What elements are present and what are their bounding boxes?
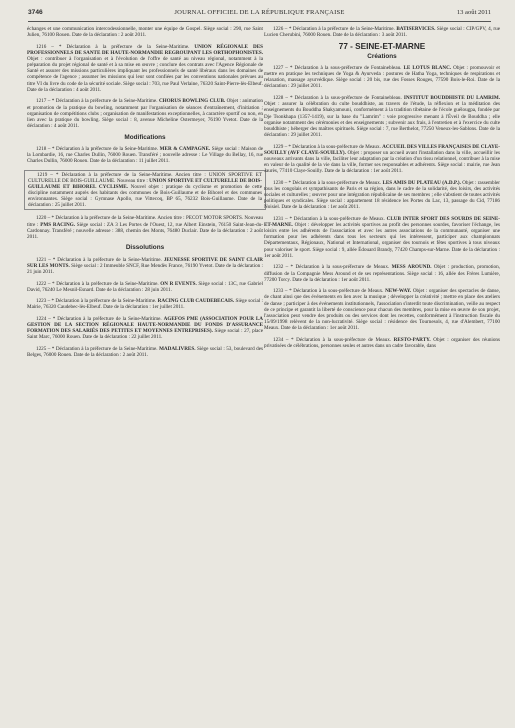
highlighted-notice-box [24, 170, 266, 211]
notice-prefix: 1222 – * Déclaration à la préfecture de la Seine-Maritime. [36, 280, 159, 287]
notice-1220 [27, 215, 263, 240]
page-number: 3746 [28, 9, 43, 16]
association-name: MADALIVRES. [159, 345, 196, 352]
notice-prefix: 1232 – * Déclaration à la sous-préfecture de Meaux. [273, 264, 390, 271]
notice-body: Objet : promouvoir et mettre en pratique les techniques de Yoga & Ayurveda : postures de Hatha Yoga, techniques de respirations et relaxation, massage ayurvédique. Siège social : 20 bis, rue des Fosses Rouges, 77590 Bois-le-Roi. Date de la déclaration : 29 juillet 2011. [264, 65, 500, 90]
notice-body: Objet : développer les activités sportives au profit des personnes sourdes, favoriser l'échange, les loisirs entre les adhérents de l'association et avec les autres associations de la communauté, organiser une formation pour les adhérents dans tous les secteurs qui les intéressent, participer aux championnats Départementaux, Régionaux, National et International, organiser des tournois et fêtes sportives à tous niveaux pour valoriser le sport. Siège social : 9, allée Édouard Brandy, 77420 Champs-sur-Marne. Date de la déclaration : 1er août 2011. [264, 222, 500, 259]
section-heading-creations: Créations [367, 52, 397, 60]
notice-prefix: 1231 – * Déclaration à la sous-préfecture de Meaux. [273, 215, 385, 222]
association-name: LE LOTUS BLANC. [403, 65, 452, 72]
notice-prefix: 1234 – * Déclaration à la sous-préfecture de Meaux. [273, 336, 392, 343]
notice-body: Siège social : 53, boulevard des Belges, 76000 Rouen. Date de la déclaration : 2 août 2011. [27, 345, 263, 359]
association-name: RESTO-PARTY. [393, 336, 431, 343]
notice-1234 [264, 337, 500, 349]
association-name: LES AMIS DU PLATEAU (A.D.P.). [382, 179, 461, 186]
notice-1225 [27, 346, 263, 358]
notice-body: Siège social : Maison de la Lombardie, 16, rue Charles Dullin, 76000 Rouen. Transféré ; nouvelle adresse : Le Village du Bellay, 16, rue Charles Dullin, 76000 Rouen. Date de la déclaration : 11 juillet 2011. [27, 145, 263, 164]
notice-1221 [27, 257, 263, 275]
notice-1228 [264, 95, 500, 138]
association-name: MER & CAMPAGNE. [159, 145, 211, 152]
notice-body: Objet : assurer la célébration du culte bouddhiste, au travers de l'étude, la réflexion et la méditation des enseignements du Bouddha Shakyamouni, conformément à la tradition tibétaine de l'école guélougpa, fondée par Dje Tsonkhapa (1357-1419), sur la base du "Lamrim" : voie progressive menant à l'Éveil de Bouddha ; elle organise notamment des cérémonies et des enseignements ; subvenir aux frais, à l'entretien et à l'exercice du culte bouddhiste ; héberger des maîtres spirituels. Siège social : 7, rue Berthelot, 77250 Veneux-les-Sablons. Date de la déclaration : 29 juillet 2011. [264, 101, 500, 138]
association-name: INSTITUT BOUDDHISTE DU LAMRIM. [403, 95, 500, 102]
association-name: ON R EVENTS. [160, 280, 197, 287]
notice-body: Objet : proposer un accueil avant l'installation dans la ville, accueillir les nouveaux arrivants dans la ville, faciliter leur adaptation par la création d'un tissu relationnel, contribuer à la mise en valeur de la qualité de la vie dans la ville, former ses responsables et adhérents. Siège social : mairie, rue Jean Jaurès, 77410 Claye-Souilly. Date de la déclaration : 1er août 2011. [264, 149, 500, 175]
section-heading-modifications: Modifications [124, 133, 166, 141]
notice-body: Objet : contribuer à l'organisation et à l'évolution de l'offre de santé au niveau régional, notamment à la préparation du projet régional de santé et à sa mise en œuvre ; conclure des contrats avec l'Agence Régionale de Santé et assurer des missions particulières impliquant les professionnels de santé libéraux dans les domaines de compétence de l'agence ; assumer les missions qui leur sont confiées par les conventions nationales prévues au titre VI du livre du code de la sécurité sociale. Siège social : 703, rue Paul Verlaine, 76320 Saint-Pierre-lès-Elbeuf. Date de la déclaration : 4 août 2011. [27, 56, 263, 93]
notice-prefix: 1225 – * Déclaration à la préfecture de la Seine-Maritime. [36, 345, 158, 352]
association-name: UNION SPORTIVE ET CULTURELLE DE BOIS-GUILLAUME ET BIHOREL CYCLISME. [28, 177, 262, 190]
header-rule [28, 21, 491, 22]
notice-1232 [264, 264, 500, 282]
notice-1230 [264, 180, 500, 211]
left-column [27, 26, 263, 364]
notice-prefix: 1228 – * Déclaration à la sous-préfecture de Fontainebleau. [273, 95, 402, 102]
notice-prefix: 1217 – * Déclaration à la préfecture de la Seine-Maritime. [36, 98, 158, 105]
notice-body: Siège social : 27, place Saint Marc, 76000 Rouen. Date de la déclaration : 22 juillet 2011. [27, 328, 263, 341]
notice-body: Siège social : CIP/GPV, 4, rue Lucien Cherubini, 76000 Rouen. Date de la déclaration : 3 août 2011. [264, 26, 500, 39]
notice-1231 [264, 216, 500, 259]
notice-body: Siège social : ZA 3 Les Portes de l'Ouest, 12, rue Albert Einstein, 76150 Saint-Jean-du-Cardonnay. Transféré ; nouvelle adresse : 388, chemin des Monts, 76480 Duclair. Date de la déclaration : 2 août 2011. [27, 221, 263, 240]
right-column [264, 26, 500, 354]
notice-body: Objet : rassembler tous les congolais et sympathisants de Paris et sa région, dans le cadre de la solidarité, des loisirs, des activités sociales et culturelles ; œuvrer pour une intégration républicaine de ses membres ; elle s'abstient de toutes activités politiques et syndicales. Siège social : appartement 18 résidence les Portes du Lac, 13, passage du Cid, 77186 Noisiel. Date de la déclaration : 1er août 2011. [264, 179, 500, 211]
notice-prefix: 1224 – * Déclaration à la préfecture de la Seine-Maritime. [36, 315, 162, 322]
journal-title: JOURNAL OFFICIEL DE LA RÉPUBLIQUE FRANÇAISE [174, 9, 345, 16]
notice-1226 [264, 26, 500, 38]
notice-1227 [264, 65, 500, 90]
notice-prefix: 1233 – * Déclaration à la sous-préfecture de Meaux. [273, 288, 384, 295]
notice-body: Siège social : 2 Immeuble SNCF, Rue Mendès France, 76190 Yvetot. Date de la déclaration : 21 juin 2011. [27, 262, 263, 275]
notice-prefix: 1227 – * Déclaration à la sous-préfecture de Fontainebleau. [273, 65, 402, 72]
notice-body: Siège social : Mairie, 76320 Caudebec-lès-Elbeuf. Date de la déclaration : 1er juillet 2011. [27, 298, 263, 311]
notice-1229 [264, 144, 500, 175]
notice-body: Objet : organiser des réunions privatisées de célébrations, personnes seules et autres dans un cadre favorable, dans [264, 336, 500, 349]
notice-body: Objet : production, promotion, diffusion de la Compagnie Mess Around et de ses représentations. Siège social : 16, allée des Frères Lumière, 77200 Torcy. Date de la déclaration : 1er août 2011. [264, 264, 500, 283]
notice-1224 [27, 316, 263, 341]
notice-prefix: 1218 – * Déclaration à la préfecture de la Seine-Maritime. [36, 145, 159, 152]
notice-prefix: 1223 – * Déclaration à la préfecture de la Seine-Maritime. [36, 298, 157, 305]
notice-prefix: 1226 – * Déclaration à la préfecture de la Seine-Maritime. [273, 26, 395, 32]
notice-prefix: 1219 – * Déclaration à la préfecture de la Seine-Maritime. Ancien titre : UNION SPORTIVE ET CULTURELLE DE BOIS-GUILLAUME. Nouveau titre : [28, 171, 262, 184]
notice-1233 [264, 288, 500, 331]
notice-prefix: 1230 – * Déclaration à la sous-préfecture de Meaux. [273, 179, 382, 186]
association-name: UNION RÉGIONALE DES PROFESSIONNELS DE SANTE DE HAUTE-NORMANDIE REGROUPANT LES ORTHOPHONISTES. [27, 43, 263, 56]
notice-prefix: 1220 – * Déclaration à la préfecture de la Seine-Maritime. Ancien titre : PECOT MOTOR SPORTS. Nouveau titre : [27, 215, 263, 228]
notice-continued [27, 26, 263, 38]
association-name: CLUB INTER SPORT DES SOURDS DE SEINE-ET-MARNE. [264, 215, 500, 229]
section-heading-dissolutions: Dissolutions [125, 244, 165, 252]
notice-1218 [27, 146, 263, 164]
association-name: NEW-WAY. [385, 288, 412, 295]
notice-text: échanges et une communication intercodessionnelle, monter une équipe de Gospel. Siège social : 290, rue Saint Julien, 76100 Rouen. Date de la déclaration : 2 août 2011. [27, 26, 263, 39]
notice-prefix: 1216 – * Déclaration à la préfecture de la Seine-Maritime. [36, 43, 190, 50]
notice-body: Nouvel objet : pratique du cyclisme et promotion de cette discipline notamment auprès des habitants des communes de Bois-Guillaume et de Bihorel et des communes environnantes. Siège social : Gymnase Apollo, rue Vittecoq, BP 65, 76232 Bois-Guillaume. Date de la déclaration : 25 juillet 2011. [28, 183, 262, 209]
association-name: PMS RACING. [40, 221, 75, 228]
association-name: ACCUEIL DES VILLES FRANÇAISES DE CLAYE-SOUILLY (AVF CLAYE-SOUILLY). [264, 143, 500, 156]
issue-date: 13 août 2011 [456, 9, 491, 16]
notice-1222 [27, 281, 263, 293]
notice-body: Siège social : 13C, rue Gabriel David, 76240 Le Mesnil-Esnard. Date de la déclaration : 28 juin 2011. [27, 280, 263, 293]
notice-prefix: 1221 – * Déclaration à la préfecture de la Seine-Maritime. [36, 256, 162, 263]
department-heading: 77 - SEINE-ET-MARNE [338, 41, 426, 51]
notice-body: Objet : animation et promotion de la pratique du bowling, notamment par l'organisation de séances d'entraînement, d'initiation ; organisation de compétitions clubs ; organisation de manifestations exceptionnelles, à caractère sportif ou non, en lien avec la pratique du bowling. Siège social : 8, avenue Micheline Ostermeyer, 76190 Yvetot. Date de la déclaration : 4 août 2011. [27, 98, 263, 129]
notice-1223 [27, 298, 263, 310]
association-name: JEUNESSE SPORTIVE DE SAINT CLAIR SUR LES MONTS. [27, 256, 263, 269]
notice-1217 [27, 98, 263, 129]
notice-1216 [27, 44, 263, 93]
notice-prefix: 1229 – * Déclaration à la sous-préfecture de Meaux. [273, 143, 381, 150]
association-name: BATISERVICES. [396, 26, 436, 32]
notice-body: Objet : organiser des spectacles de danse, de chant ainsi que des événements en lien avec la musique ; développer la créativité ; mettre en place des ateliers de danse ; participer à des événements institutionnels, l'association s'interdit toute discrimination, veille au respect de ce principe et garantit la liberté de conscience pour chacun des membres, pour la mise en œuvre de son projet, l'association peut vendre des produits ou des services dont les recettes, conformément à l'instruction fiscale du 15/09/1998 relèvent de la non-lucrativité. Siège social : résidence des Tournesols, 4, rue d'Alembert, 77100 Meaux. Date de la déclaration : 1er août 2011. [264, 288, 500, 332]
notice-1219 [28, 172, 262, 209]
association-name: AGEFOS PME (ASSOCIATION POUR LA GESTION DE LA SECTION RÉGIONALE HAUTE-NORMANDIE DU FONDS D'ASSURANCE FORMATION DES SALARIÉS DES PETITES ET MOYENNES ENTREPRISES). [27, 315, 263, 335]
page-header [28, 9, 491, 21]
association-name: CHORUS BOWLING CLUB. [158, 98, 226, 105]
association-name: RACING CLUB CAUDEBECAIS. [157, 298, 235, 305]
association-name: MESS AROUND. [391, 264, 432, 271]
